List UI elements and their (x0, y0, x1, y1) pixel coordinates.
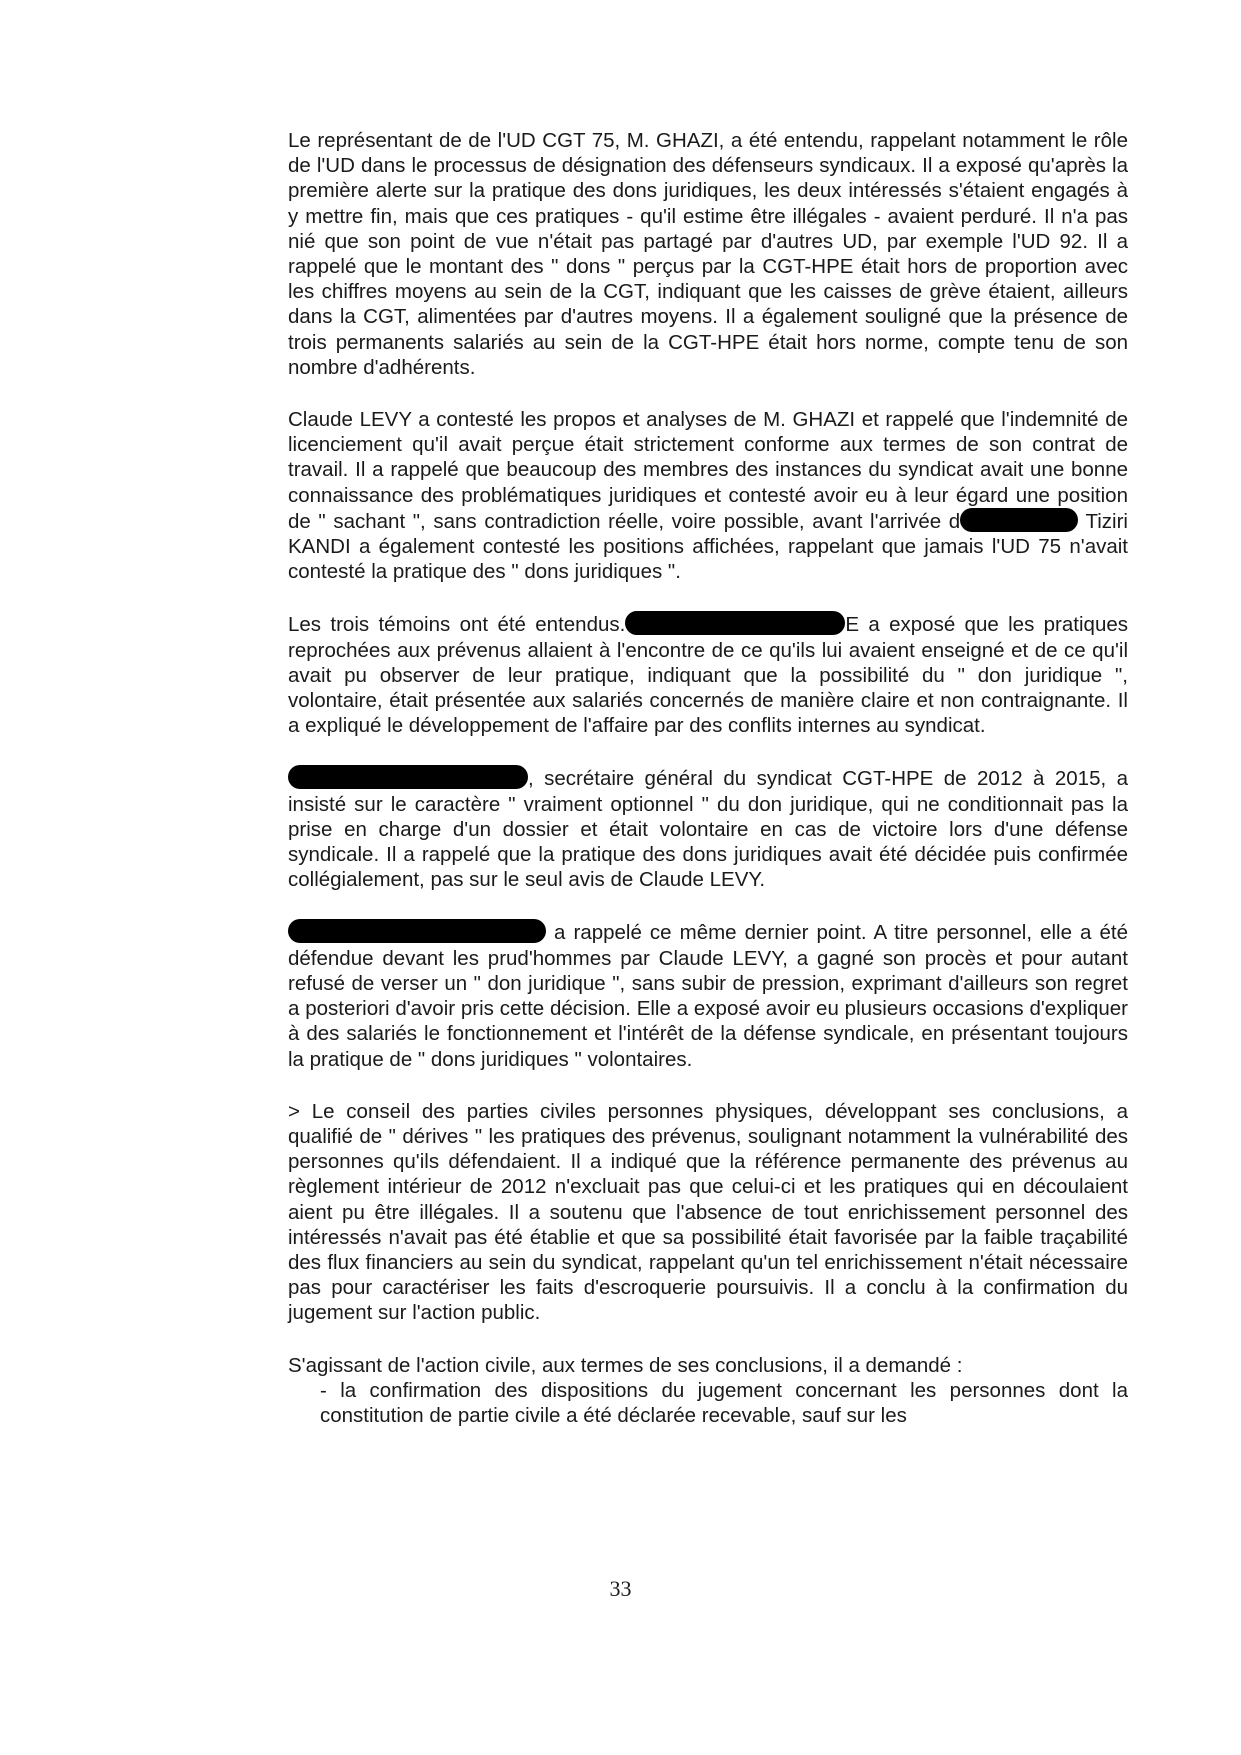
paragraph-witnesses (288, 611, 1128, 738)
list-item: - la confirmation des dispositions du jugement concernant les personnes dont la constitution de partie civile a été déclarée recevable, sauf sur les (320, 1378, 1128, 1427)
paragraph-civil-action (288, 1353, 1128, 1429)
page-number: 33 (609, 1576, 632, 1601)
paragraph-text: S'agissant de l'action civile, aux termes de ses conclusions, il a demandé : (288, 1353, 963, 1377)
paragraph-secretary (288, 765, 1128, 892)
paragraph-text: Le représentant de de l'UD CGT 75, M. GHAZI, a été entendu, rappelant notamment le rôle de l'UD dans le processus de désignation des défenseurs syndicaux. Il a exposé qu'après la première alerte sur la pratique des dons juridiques, les deux intéressés s'étaient engagés à y mettre fin, mais que ces pratiques - qu'il estime être illégales - avaient perduré. Il n'a pas nié que son point de vue n'était pas partagé par d'autres UD, par exemple l'UD 92. Il a rappelé que le montant des " dons " perçus par la CGT-HPE était hors de proportion avec les chiffres moyens au sein de la CGT, indiquant que les caisses de grève étaient, ailleurs dans la CGT, alimentées par d'autres moyens. Il a également souligné que la présence de trois permanents salariés au sein de la CGT-HPE était hors norme, compte tenu de son nombre d'adhérents. (288, 129, 1128, 379)
document-body (288, 128, 1128, 1428)
paragraph-levy (288, 407, 1128, 584)
paragraph-witness-woman (288, 919, 1128, 1071)
paragraph-text: , secrétaire général du syndicat CGT-HPE de 2012 à 2015, a insisté sur le caractère " vraiment optionnel " du don juridique, qui ne conditionnait pas la prise en charge d'un dossier et était volontaire en cas de victoire lors d'une défense syndicale. Il a rappelé que la pratique des dons juridiques avait été décidée puis confirmée collégialement, pas sur le seul avis de Claude LEVY. (288, 767, 1128, 892)
paragraph-text: a rappelé ce même dernier point. A titre personnel, elle a été défendue devant les prud'hommes par Claude LEVY, a gagné son procès et pour autant refusé de verser un " don juridique ", sans subir de pression, exprimant d'ailleurs son regret a posteriori d'avoir pris cette décision. Elle a exposé avoir eu plusieurs occasions d'expliquer à des salariés le fonctionnement et l'intérêt de la défense syndicale, en présentant toujours la pratique de " dons juridiques " volontaires. (288, 921, 1128, 1071)
paragraph-civil-parties (288, 1099, 1128, 1326)
paragraph-ghazi (288, 128, 1128, 380)
paragraph-text: Claude LEVY a contesté les propos et analyses de M. GHAZI et rappelé que l'indemnité de licenciement qu'il avait perçue était strictement conforme aux termes de son contrat de travail. Il a rappelé que beaucoup des membres des instances du syndicat avait une bonne connaissance des problématiques juridiques et contesté avoir eu à leur égard une position de " sachant ", sans contradiction réelle, voire possible, avant l'arrivée d (288, 408, 1128, 533)
paragraph-text: Les trois témoins ont été entendus. (288, 613, 626, 637)
redaction-mark (960, 508, 1078, 532)
redaction-mark (625, 611, 845, 635)
redaction-mark (288, 919, 546, 943)
redaction-mark (288, 765, 528, 789)
paragraph-text: > Le conseil des parties civiles personnes physiques, développant ses conclusions, a qualifié de " dérives " les pratiques des prévenus, soulignant notamment la vulnérabilité des personnes qu'ils défendaient. Il a indiqué que la référence permanente des prévenus au règlement intérieur de 2012 n'excluait pas que celui-ci et les pratiques qui en découlaient aient pu être illégales. Il a soutenu que l'absence de tout enrichissement personnel des intéressés n'avait pas été établie et que sa possibilité était favorisée par la faible traçabilité des flux financiers au sein du syndicat, rappelant qu'un tel enrichissement n'était nécessaire pas pour caractériser les faits d'escroquerie poursuivis. Il a conclu à la confirmation du jugement sur l'action public. (288, 1099, 1128, 1325)
paragraph-text: E a exposé que les pratiques reprochées aux prévenus allaient à l'encontre de ce qu'ils lui avaient enseigné et de ce qu'il avait pu observer de leur pratique, indiquant que la possibilité du " don juridique ", volontaire, était présentée aux salariés concernés de manière claire et non contraignante. Il a expliqué le développement de l'affaire par des conflits internes au syndicat. (288, 613, 1128, 738)
paragraph-text: Tiziri KANDI a également contesté les positions affichées, rappelant que jamais l'UD 75 n'avait contesté la pratique des " dons juridiques ". (288, 509, 1128, 584)
